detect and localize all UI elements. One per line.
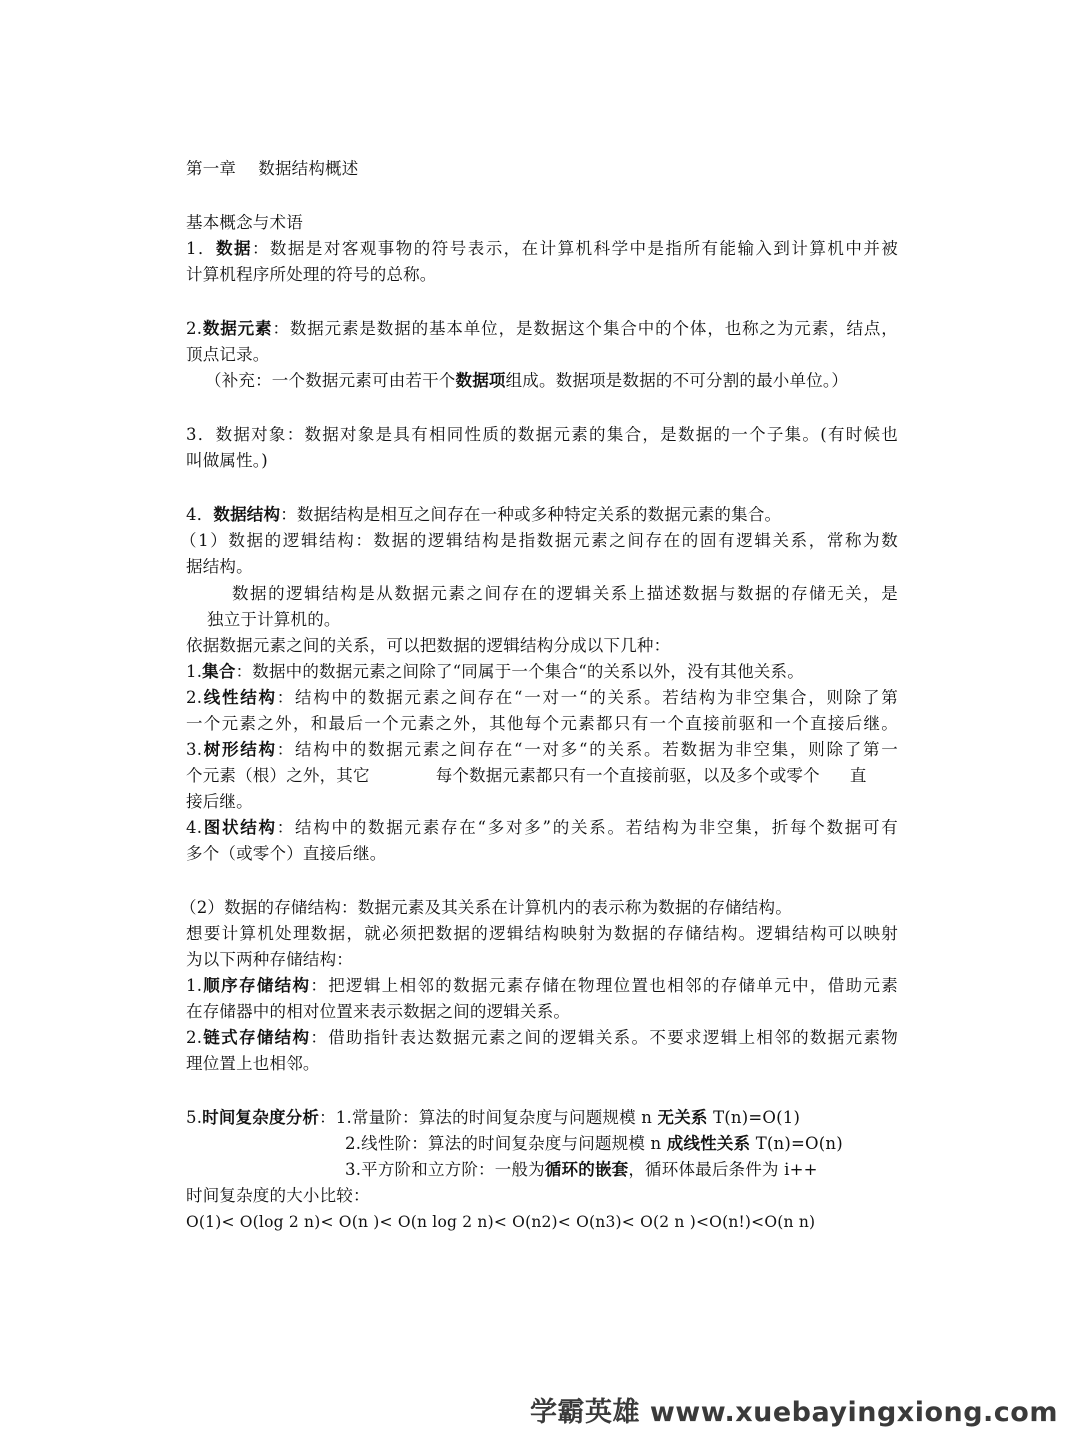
- item2-line2: 顶点记录。: [186, 345, 270, 364]
- chapter-title: 第一章 数据结构概述: [186, 159, 359, 178]
- logical-desc-line2: 独立于计算机的。: [207, 610, 341, 629]
- item4-line1: 4．数据结构：数据结构是相互之间存在一种或多种特定关系的数据元素的集合。: [186, 505, 782, 524]
- kind-graph-line1: 4.图状结构：结构中的数据元素存在“多对多”的关系。若结构为非空集，折每个数据可有: [186, 818, 898, 837]
- storage-linked-line2: 理位置上也相邻。: [186, 1054, 320, 1073]
- complexity-compare-intro: 时间复杂度的大小比较：: [186, 1186, 370, 1205]
- storage-sequential-line2: 在存储器中的相对位置来表示数据之间的逻辑关系。: [186, 1002, 571, 1021]
- kind-linear-line2: 一个元素之外，和最后一个元素之外，其他每个元素都只有一个直接前驱和一个直接后继。: [186, 714, 898, 733]
- logical-kinds-intro: 依据数据元素之间的关系，可以把数据的逻辑结构分成以下几种：: [186, 636, 671, 655]
- complexity-line2: 2.线性阶：算法的时间复杂度与问题规模 n 成线性关系 T(n)=O(n): [345, 1134, 843, 1153]
- item2-line1: 2.数据元素：数据元素是数据的基本单位，是数据这个集合中的个体，也称之为元素，结点，: [186, 319, 898, 338]
- storage-sequential-line1: 1.顺序存储结构：把逻辑上相邻的数据元素存储在物理位置也相邻的存储单元中，借助元素: [186, 976, 898, 995]
- storage-structure-line3: 为以下两种存储结构：: [186, 950, 353, 969]
- term-data-element: 数据元素: [202, 319, 273, 338]
- logical-structure-line1: （1）数据的逻辑结构：数据的逻辑结构是指数据元素之间存在的固有逻辑关系，常称为数: [180, 531, 898, 550]
- storage-linked-line1: 2.链式存储结构：借助指针表达数据元素之间的逻辑关系。不要求逻辑上相邻的数据元素物: [186, 1028, 898, 1047]
- storage-structure-line2: 想要计算机处理数据，就必须把数据的逻辑结构映射为数据的存储结构。逻辑结构可以映射: [186, 924, 898, 943]
- logical-structure-line2: 据结构。: [186, 557, 253, 576]
- term-time-complexity: 时间复杂度分析: [202, 1108, 320, 1127]
- term-data: 数据: [215, 239, 252, 258]
- section-heading: 基本概念与术语: [186, 213, 303, 232]
- item1-line2: 计算机程序所处理的符号的总称。: [186, 265, 437, 284]
- kind-tree-line1: 3.树形结构：结构中的数据元素之间存在“一对多“的关系。若数据为非空集，则除了第一: [186, 740, 898, 759]
- kind-linear-line1: 2.线性结构：结构中的数据元素之间存在“一对一“的关系。若结构为非空集合，则除了第: [186, 688, 898, 707]
- term-data-item: 数据项: [455, 371, 506, 390]
- item3-line2: 叫做属性。): [186, 451, 268, 470]
- kind-tree-line2: 个元素（根）之外，其它 每个数据元素都只有一个直接前驱，以及多个或零个 直: [186, 766, 867, 785]
- item2-note: （补充：一个数据元素可由若干个数据项组成。数据项是数据的不可分割的最小单位。）: [205, 371, 849, 390]
- watermark: 学霸英雄 www.xuebayingxiong.com: [529, 1397, 1058, 1428]
- complexity-line3: 3.平方阶和立方阶：一般为循环的嵌套，循环体最后条件为 i++: [345, 1160, 818, 1179]
- kind-tree-line3: 接后继。: [186, 792, 253, 811]
- item1-line1: 1．数据：数据是对客观事物的符号表示，在计算机科学中是指所有能输入到计算机中并被: [186, 239, 898, 258]
- storage-structure-line1: （2）数据的存储结构：数据元素及其关系在计算机内的表示称为数据的存储结构。: [180, 898, 792, 917]
- term-data-structure: 数据结构: [213, 505, 281, 524]
- item3-line1: 3．数据对象：数据对象是具有相同性质的数据元素的集合，是数据的一个子集。(有时候也: [186, 425, 898, 444]
- complexity-line1: 5.时间复杂度分析：1.常量阶：算法的时间复杂度与问题规模 n 无关系 T(n)=O(1): [186, 1108, 801, 1127]
- complexity-compare: O(1)< O(log 2 n)< O(n )< O(n log 2 n)< O(n2)< O(n3)< O(2 n )<O(n!)<O(n n): [186, 1213, 816, 1231]
- logical-desc-line1: 数据的逻辑结构是从数据元素之间存在的逻辑关系上描述数据与数据的存储无关，是: [232, 584, 898, 603]
- kind-graph-line2: 多个（或零个）直接后继。: [186, 844, 387, 863]
- kind-set: 1.集合：数据中的数据元素之间除了“同属于一个集合“的关系以外，没有其他关系。: [186, 662, 804, 681]
